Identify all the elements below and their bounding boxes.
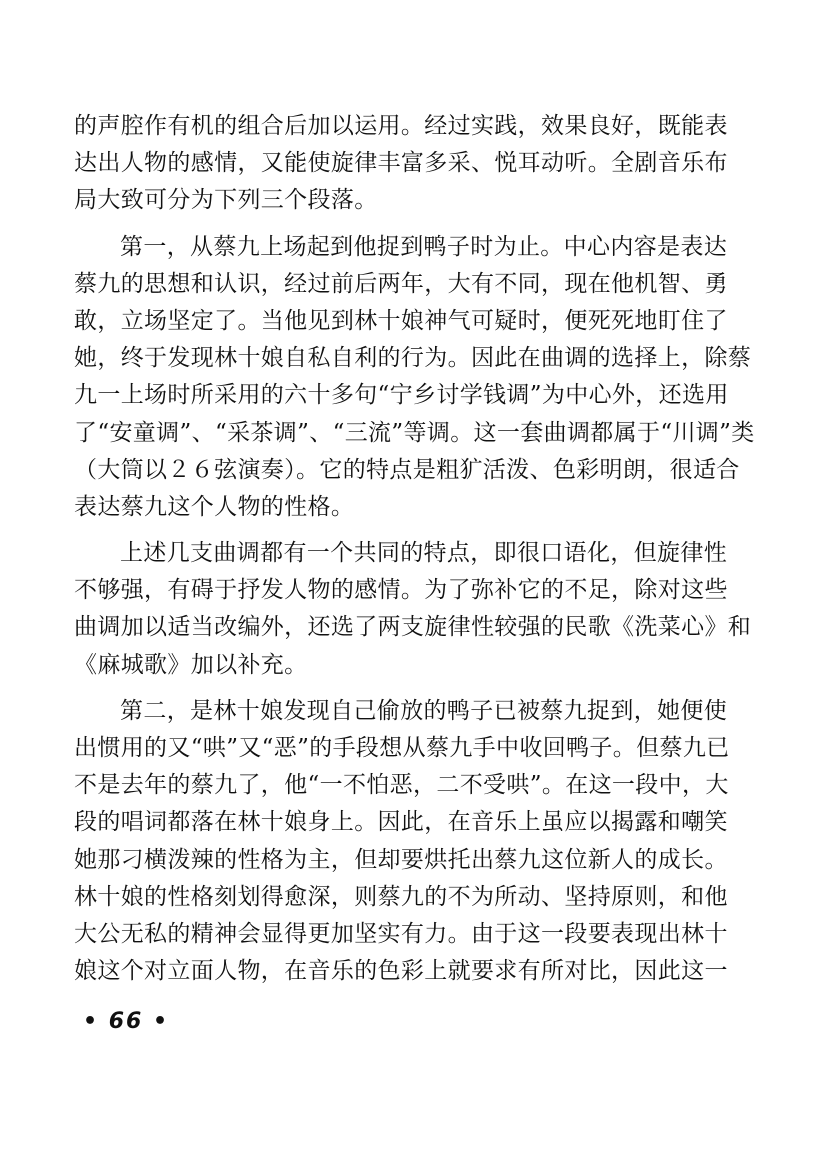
text-line: 曲调加以适当改编外，还选了两支旋律性较强的民歌《洗菜心》和 xyxy=(74,614,752,641)
text-line: 蔡九的思想和认识，经过前后两年，大有不同，现在他机智、勇 xyxy=(74,270,728,297)
text-line: 第二，是林十娘发现自己偷放的鸭子已被蔡九捉到，她便使 xyxy=(120,697,728,724)
text-line: 的声腔作有机的组合后加以运用。经过实践，效果良好，既能表 xyxy=(74,113,728,139)
text-line: 她，终于发现林十娘自私自利的行为。因此在曲调的选择上，除蔡 xyxy=(74,345,752,372)
text-line: 表达蔡九这个人物的性格。 xyxy=(74,493,355,520)
text-line: 九一上场时所采用的六十多句“宁乡讨学钱调”为中心外，还选用 xyxy=(74,382,729,409)
text-line: 出惯用的又“哄”又“恶”的手段想从蔡九手中收回鸭子。但蔡九已 xyxy=(74,735,730,761)
text-line: （大筒以２６弦演奏）。它的特点是粗犷活泼、色彩明朗，很适合 xyxy=(74,456,740,483)
text-line: 段的唱词都落在林十娘身上。因此，在音乐上虽应以揭露和嘲笑 xyxy=(74,809,728,836)
text-line: 不够强，有碍于抒发人物的感情。为了弥补它的不足，除对这些 xyxy=(74,577,728,604)
paragraph-1 xyxy=(74,108,728,220)
text-line: 娘这个对立面人物，在音乐的色彩上就要求有所对比，因此这一 xyxy=(74,958,728,985)
text-line: 达出人物的感情，又能使旋律丰富多采、悦耳动听。全剧音乐布 xyxy=(74,150,728,177)
paragraph-3 xyxy=(74,535,752,684)
text-line: 第一，从蔡九上场起到他捉到鸭子时为止。中心内容是表达 xyxy=(120,233,728,260)
text-line: 了“安童调”、“采茶调”、“三流”等调。这一套曲调都属于“川调”类 xyxy=(74,419,755,446)
text-line: 林十娘的性格刻划得愈深，则蔡九的不为所动、坚持原则，和他 xyxy=(74,883,728,910)
paragraph-4 xyxy=(74,693,730,991)
text-line: 敢，立场坚定了。当他见到林十娘神气可疑时，便死死地盯住了 xyxy=(74,307,728,334)
paragraph-2 xyxy=(74,229,755,527)
text-line: 局大致可分为下列三个段落。 xyxy=(74,187,378,214)
text-line: 《麻城歌》加以补充。 xyxy=(74,651,308,678)
text-line: 她那刁横泼辣的性格为主，但却要烘托出蔡九这位新人的成长。 xyxy=(74,846,728,873)
text-line: 上述几支曲调都有一个共同的特点，即很口语化，但旋律性 xyxy=(120,540,728,567)
text-line: 大公无私的精神会显得更加坚实有力。由于这一段要表现出林十 xyxy=(74,920,728,947)
text-line: 不是去年的蔡九了，他“一不怕恶，二不受哄”。在这一段中，大 xyxy=(74,772,729,799)
page-number: • 66 • xyxy=(83,1009,170,1034)
body-text xyxy=(74,108,755,990)
